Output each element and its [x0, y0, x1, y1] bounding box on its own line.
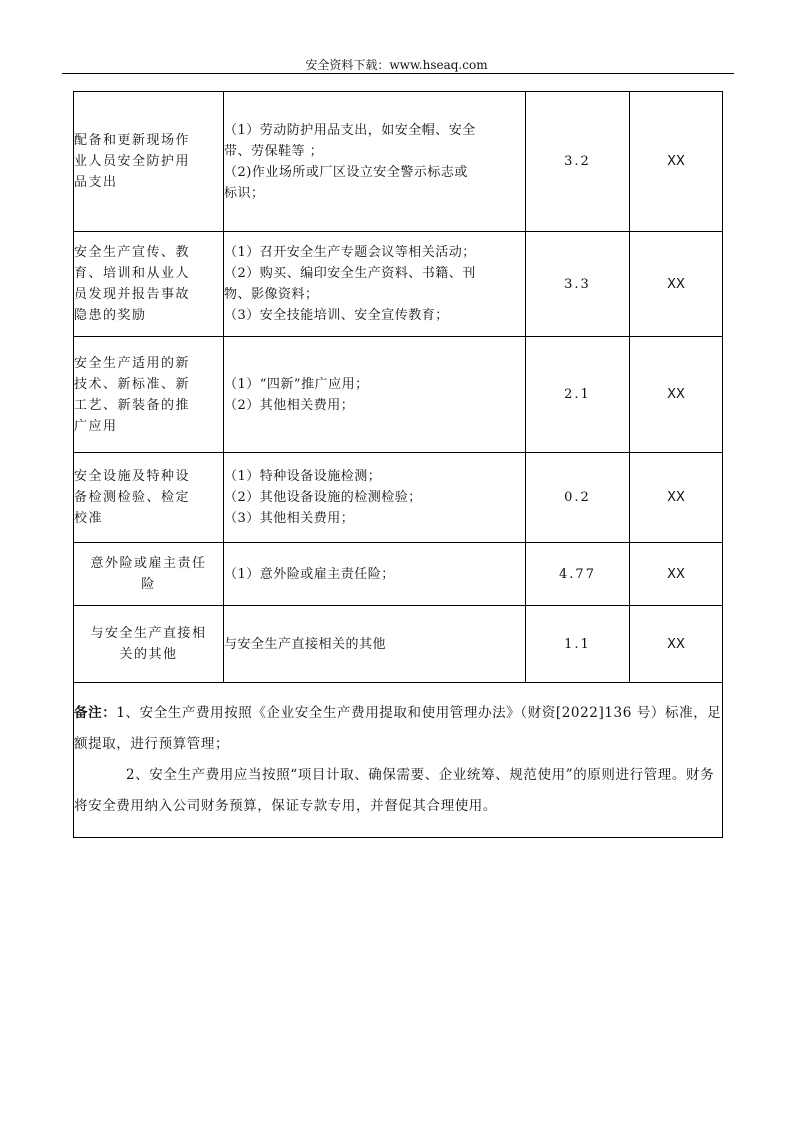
category-line: 员发现并报告事故 [74, 287, 191, 302]
category-line: 技术、新标准、新 [74, 376, 191, 392]
safety-cost-table [73, 91, 723, 838]
table-row [74, 232, 723, 337]
header-divider [62, 73, 734, 74]
amount-cell: 4.77 [526, 543, 630, 606]
item-line: 标识； [224, 185, 265, 201]
category-cell [74, 543, 224, 606]
item-line: （2）其他相关费用； [224, 397, 355, 413]
category-line: 关的其他 [119, 647, 178, 662]
category-line: 与安全生产直接相 [90, 626, 207, 641]
table-row [74, 337, 723, 453]
note-cell: XX [630, 92, 723, 232]
note-cell: XX [630, 453, 723, 543]
item-line: （1）意外险或雇主责任险； [224, 566, 395, 582]
page-header: 安全资料下载：www.hseaq.com [305, 58, 488, 72]
amount-cell: 2.1 [526, 337, 630, 453]
category-cell [74, 232, 224, 337]
item-line: （2)作业场所或厂区设立安全警示标志或 [224, 164, 468, 180]
amount-cell: 1.1 [526, 606, 630, 683]
category-line: 隐患的奖励 [74, 308, 147, 323]
item-line: （1）召开安全生产专题会议等相关活动； [224, 245, 476, 260]
note-cell: XX [630, 232, 723, 337]
items-cell [224, 92, 526, 232]
category-line: 备检测检验、检定 [74, 490, 191, 505]
category-line: 险 [141, 577, 156, 592]
category-line: 安全设施及特种设 [74, 469, 191, 484]
category-line: 意外险或雇主责任 [90, 556, 207, 571]
category-line: 品支出 [74, 175, 118, 190]
item-line: （2）其他设备设施的检测检验； [224, 490, 422, 505]
category-line: 配备和更新现场作 [74, 133, 191, 148]
items-cell [224, 543, 526, 606]
item-line: 与安全生产直接相关的其他 [224, 636, 387, 652]
notes-item-2: 2、安全生产费用应当按照“项目计取、确保需要、企业统筹、规范使用”的原则进行管理。财务将安全费用纳入公司财务预算，保证专款专用，并督促其合理使用。 [74, 767, 715, 814]
category-line: 育、培训和从业人 [74, 266, 191, 281]
category-line: 广应用 [74, 418, 118, 434]
category-cell [74, 337, 224, 453]
category-line: 业人员安全防护用 [74, 154, 191, 169]
item-line: 带、劳保鞋等 ； [224, 143, 324, 159]
notes-cell [74, 683, 723, 838]
item-line: （3）其他相关费用； [224, 511, 355, 526]
notes-row [74, 683, 723, 838]
notes-item-1: 1、安全生产费用按照《企业安全生产费用提取和使用管理办法》（财资[2022]136 号）标准，足额提取，进行预算管理； [74, 705, 722, 752]
items-cell [224, 606, 526, 683]
amount-cell: 3.3 [526, 232, 630, 337]
note-cell: XX [630, 606, 723, 683]
item-line: 物、影像资料； [224, 287, 319, 302]
category-cell [74, 453, 224, 543]
note-cell: XX [630, 337, 723, 453]
item-line: （1）劳动防护用品支出，如安全帽、安全 [224, 122, 476, 138]
amount-cell: 0.2 [526, 453, 630, 543]
items-cell [224, 453, 526, 543]
category-cell [74, 606, 224, 683]
items-cell [224, 337, 526, 453]
table-row [74, 543, 723, 606]
category-line: 安全生产适用的新 [74, 355, 191, 371]
item-line: （1）特种设备设施检测； [224, 469, 382, 484]
item-line: （1）“四新”推广应用； [224, 376, 369, 392]
category-cell [74, 92, 224, 232]
category-line: 工艺、新装备的推 [74, 397, 191, 413]
table-row [74, 606, 723, 683]
notes-paragraph-1 [74, 705, 721, 752]
item-line: （3）安全技能培训、安全宣传教育； [224, 308, 449, 323]
notes-label: 备注： [74, 705, 117, 721]
category-line: 安全生产宣传、教 [74, 245, 191, 260]
item-line: （2）购买、编印安全生产资料、书籍、刊 [224, 266, 476, 281]
items-cell [224, 232, 526, 337]
amount-cell: 3.2 [526, 92, 630, 232]
table-row [74, 92, 723, 232]
category-line: 校准 [74, 511, 104, 526]
note-cell: XX [630, 543, 723, 606]
table-row [74, 453, 723, 543]
